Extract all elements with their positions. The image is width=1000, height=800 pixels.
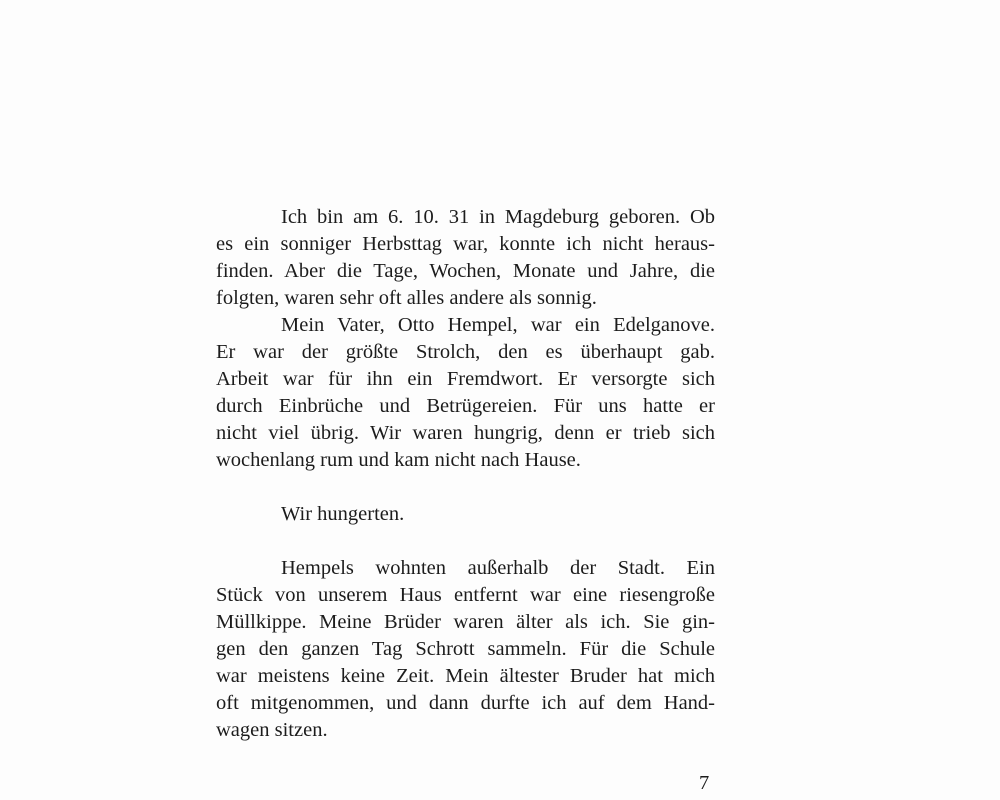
- paragraph-2-line-3: Arbeit war für ihn ein Fremdwort. Er versorgte sich: [216, 368, 715, 390]
- paragraph-spacer: [216, 474, 715, 501]
- paragraph-1-line-3: finden. Aber die Tage, Wochen, Monate und Jahre, die: [216, 260, 715, 282]
- paragraph-1-line-2: es ein sonniger Herbsttag war, konnte ich nicht heraus-: [216, 233, 715, 255]
- paragraph-3-line-1: Wir hungerten.: [281, 503, 405, 525]
- paragraph-spacer: [216, 528, 715, 555]
- paragraph-4-line-2: Stück von unserem Haus entfernt war eine riesengroße: [216, 584, 715, 606]
- paragraph-4-line-6: oft mitgenommen, und dann durfte ich auf dem Hand-: [216, 692, 715, 714]
- paragraph-2-line-1: Mein Vater, Otto Hempel, war ein Edelganove.: [281, 314, 715, 336]
- body-text: [216, 204, 715, 744]
- paragraph-1-line-4: folgten, waren sehr oft alles andere als sonnig.: [216, 287, 597, 309]
- paragraph-4-line-4: gen den ganzen Tag Schrott sammeln. Für die Schule: [216, 638, 715, 660]
- paragraph-2-line-4: durch Einbrüche und Betrügereien. Für uns hatte er: [216, 395, 715, 417]
- paragraph-4-line-3: Müllkippe. Meine Brüder waren älter als ich. Sie gin-: [216, 611, 715, 633]
- paragraph-2-line-2: Er war der größte Strolch, den es überhaupt gab.: [216, 341, 715, 363]
- paragraph-4-line-7: wagen sitzen.: [216, 719, 328, 741]
- paragraph-4-line-5: war meistens keine Zeit. Mein ältester Bruder hat mich: [216, 665, 715, 687]
- paragraph-2-line-6: wochenlang rum und kam nicht nach Hause.: [216, 449, 581, 471]
- page-number: 7: [699, 772, 710, 794]
- paragraph-1-line-1: Ich bin am 6. 10. 31 in Magdeburg geboren. Ob: [281, 206, 715, 228]
- paragraph-2-line-5: nicht viel übrig. Wir waren hungrig, denn er trieb sich: [216, 422, 715, 444]
- paragraph-4-line-1: Hempels wohnten außerhalb der Stadt. Ein: [281, 557, 715, 579]
